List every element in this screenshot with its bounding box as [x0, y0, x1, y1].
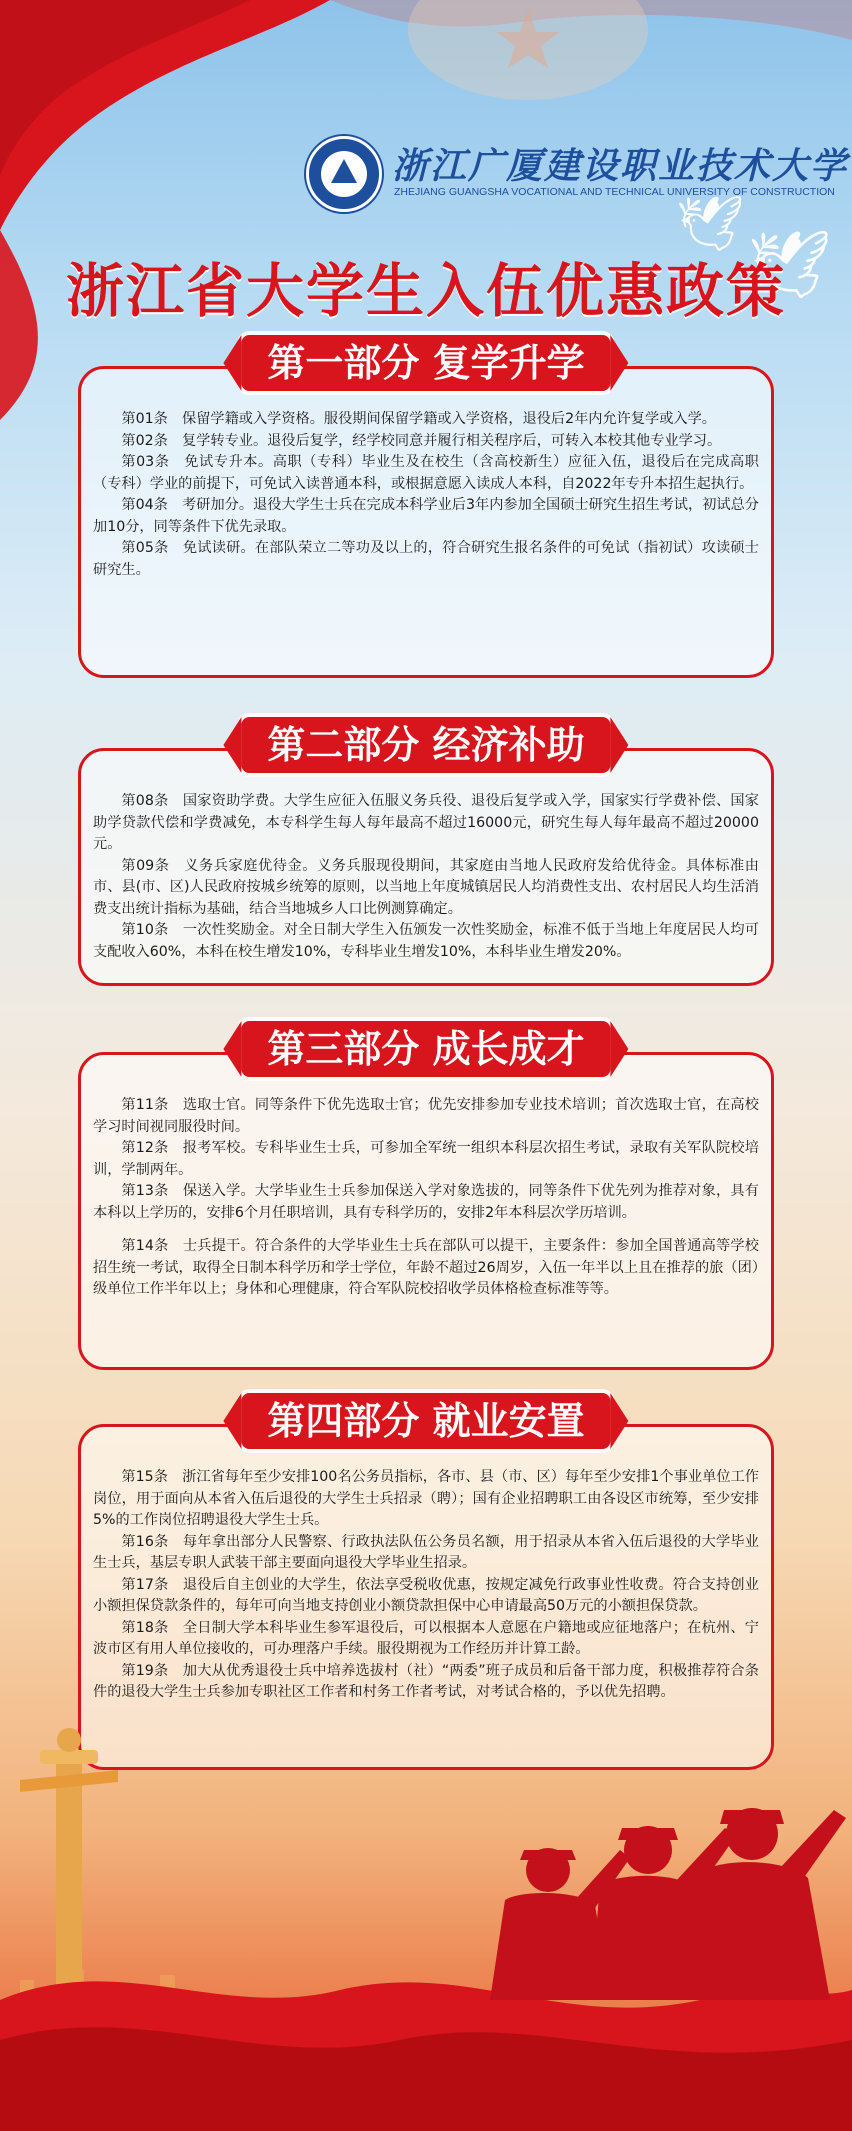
- policy-item: 第12条 报考军校。专科毕业生士兵，可参加全军统一组织本科层次招生考试，录取有关军队院校培训，学制两年。: [93, 1140, 759, 1178]
- policy-item: 第08条 国家资助学费。大学生应征入伍服义务兵役、退役后复学或入学，国家实行学费补偿、国家助学贷款代偿和学费减免，本专科学生每人每年最高不超过16000元，研究生每人每年最高不超过20000元。: [93, 793, 759, 852]
- policy-item: 第01条 保留学籍或入学资格。服役期间保留学籍或入学资格，退役后2年内允许复学或入学。: [121, 411, 716, 427]
- white-dove-icon: 🕊: [748, 226, 832, 303]
- policy-item: 第09条 义务兵家庭优待金。义务兵服现役期间，其家庭由当地人民政府发给优待金。具体标准由市、县(市、区)人民政府按城乡统筹的原则，以当地上年度城镇居民人均消费性支出、农村居民人均生活消费支出统计指标为基础，结合当地城乡人口比例测算确定。: [93, 857, 759, 917]
- policy-item: 第14条 士兵提干。符合条件的大学毕业生士兵在部队可以提干，主要条件：参加全国普通高等学校招生统一考试，取得全日制本科学历和学士学位，年龄不超过26周岁，入伍一年半以上且在推荐的旅（团）级单位工作半年以上；身体和心理健康，符合军队院校招收学员体格检查标准等等。: [93, 1238, 759, 1297]
- policy-item: 第15条 浙江省每年至少安排100名公务员指标，各市、县（市、区）每年至少安排1个事业单位工作岗位，用于面向从本省入伍后退役的大学生士兵招录（聘）；国有企业招聘职工由各设区市统筹，至少安排5%的工作岗位招聘退役大学生士兵。: [93, 1469, 759, 1528]
- policy-item: 第02条 复学转专业。退役后复学，经学校同意并履行相关程序后，可转入本校其他专业学习。: [121, 432, 722, 449]
- section-heading: 第三部分 成长成才: [241, 1021, 610, 1077]
- university-name: 浙江广厦建设职业技术大学: [392, 145, 849, 187]
- bottom-soldiers-decoration: [0, 1700, 852, 2131]
- section-heading: 第一部分 复学升学: [241, 335, 610, 391]
- policy-item: 第19条 加大从优秀退役士兵中培养选拔村（社）“两委”班子成员和后备干部力度，积极推荐符合条件的退役大学生士兵参加专职社区工作者和村务工作者考试，对考试合格的，予以优先招聘。: [93, 1662, 759, 1700]
- logo-text: ZGUC: [333, 185, 355, 193]
- policy-item: 第18条 全日制大学本科毕业生参军退役后，可以根据本人意愿在户籍地或应征地落户；在杭州、宁波市区有用人单位接收的，可办理落户手续。服役期视为工作经历并计算工龄。: [93, 1619, 759, 1657]
- section-heading: 第二部分 经济补助: [241, 717, 610, 773]
- university-seal-icon: [306, 136, 382, 212]
- policy-item: 第05条 免试读研。在部队荣立二等功及以上的，符合研究生报名条件的可免试（指初试）攻读硕士研究生。: [93, 540, 759, 578]
- policy-item: 第13条 保送入学。大学毕业生士兵参加保送入学对象选拔的，同等条件下优先列为推荐对象，具有本科以上学历的，安排6个月任职培训，具有专科学历的，安排2年本科层次学历培训。: [93, 1183, 759, 1221]
- policy-item: 第17条 退役后自主创业的大学生，依法享受税收优惠，按规定减免行政事业性收费。符合支持创业小额担保贷款条件的，每年可向当地支持创业小额贷款担保中心申请最高50万元的小额担保贷款。: [93, 1576, 759, 1614]
- section-resume-study: [78, 340, 774, 678]
- policy-item: 第11条 选取士官。同等条件下优先选取士官；优先安排参加专业技术培训；首次选取士官，在高校学习时间视同服役时间。: [93, 1097, 759, 1135]
- policy-item: 第16条 每年拿出部分人民警察、行政执法队伍公务员名额，用于招录从本省入伍后退役的大学毕业生士兵，基层专职人武装干部主要面向退役大学毕业生招录。: [93, 1533, 759, 1571]
- section-career-growth: [78, 1026, 774, 1370]
- policy-item: 第03条 免试专升本。高职（专科）毕业生及在校生（含高校新生）应征入伍，退役后在完成高职（专科）学业的前提下，可免试入读普通本科，或根据意愿入读成人本科，自2022年专升本招生起执行。: [93, 454, 759, 492]
- university-header: [306, 136, 849, 206]
- section-financial-aid: [78, 722, 774, 986]
- policy-item: 第04条 考研加分。退役大学生士兵在完成本科学业后3年内参加全国硕士研究生招生考试，初试总分加10分，同等条件下优先录取。: [93, 497, 759, 535]
- white-dove-icon: 🕊: [676, 192, 745, 255]
- section-heading: 第四部分 就业安置: [241, 1393, 610, 1449]
- policy-item: 第10条 一次性奖励金。对全日制大学生入伍颁发一次性奖励金，标准不低于当地上年度居民人均可支配收入60%，本科在校生增发10%，专科毕业生增发10%，本科毕业生增发20%。: [93, 922, 759, 960]
- university-name-en: ZHEJIANG GUANGSHA VOCATIONAL AND TECHNICAL UNIVERSITY OF CONSTRUCTION: [394, 186, 835, 198]
- page-title: 浙江省大学生入伍优惠政策: [65, 257, 786, 325]
